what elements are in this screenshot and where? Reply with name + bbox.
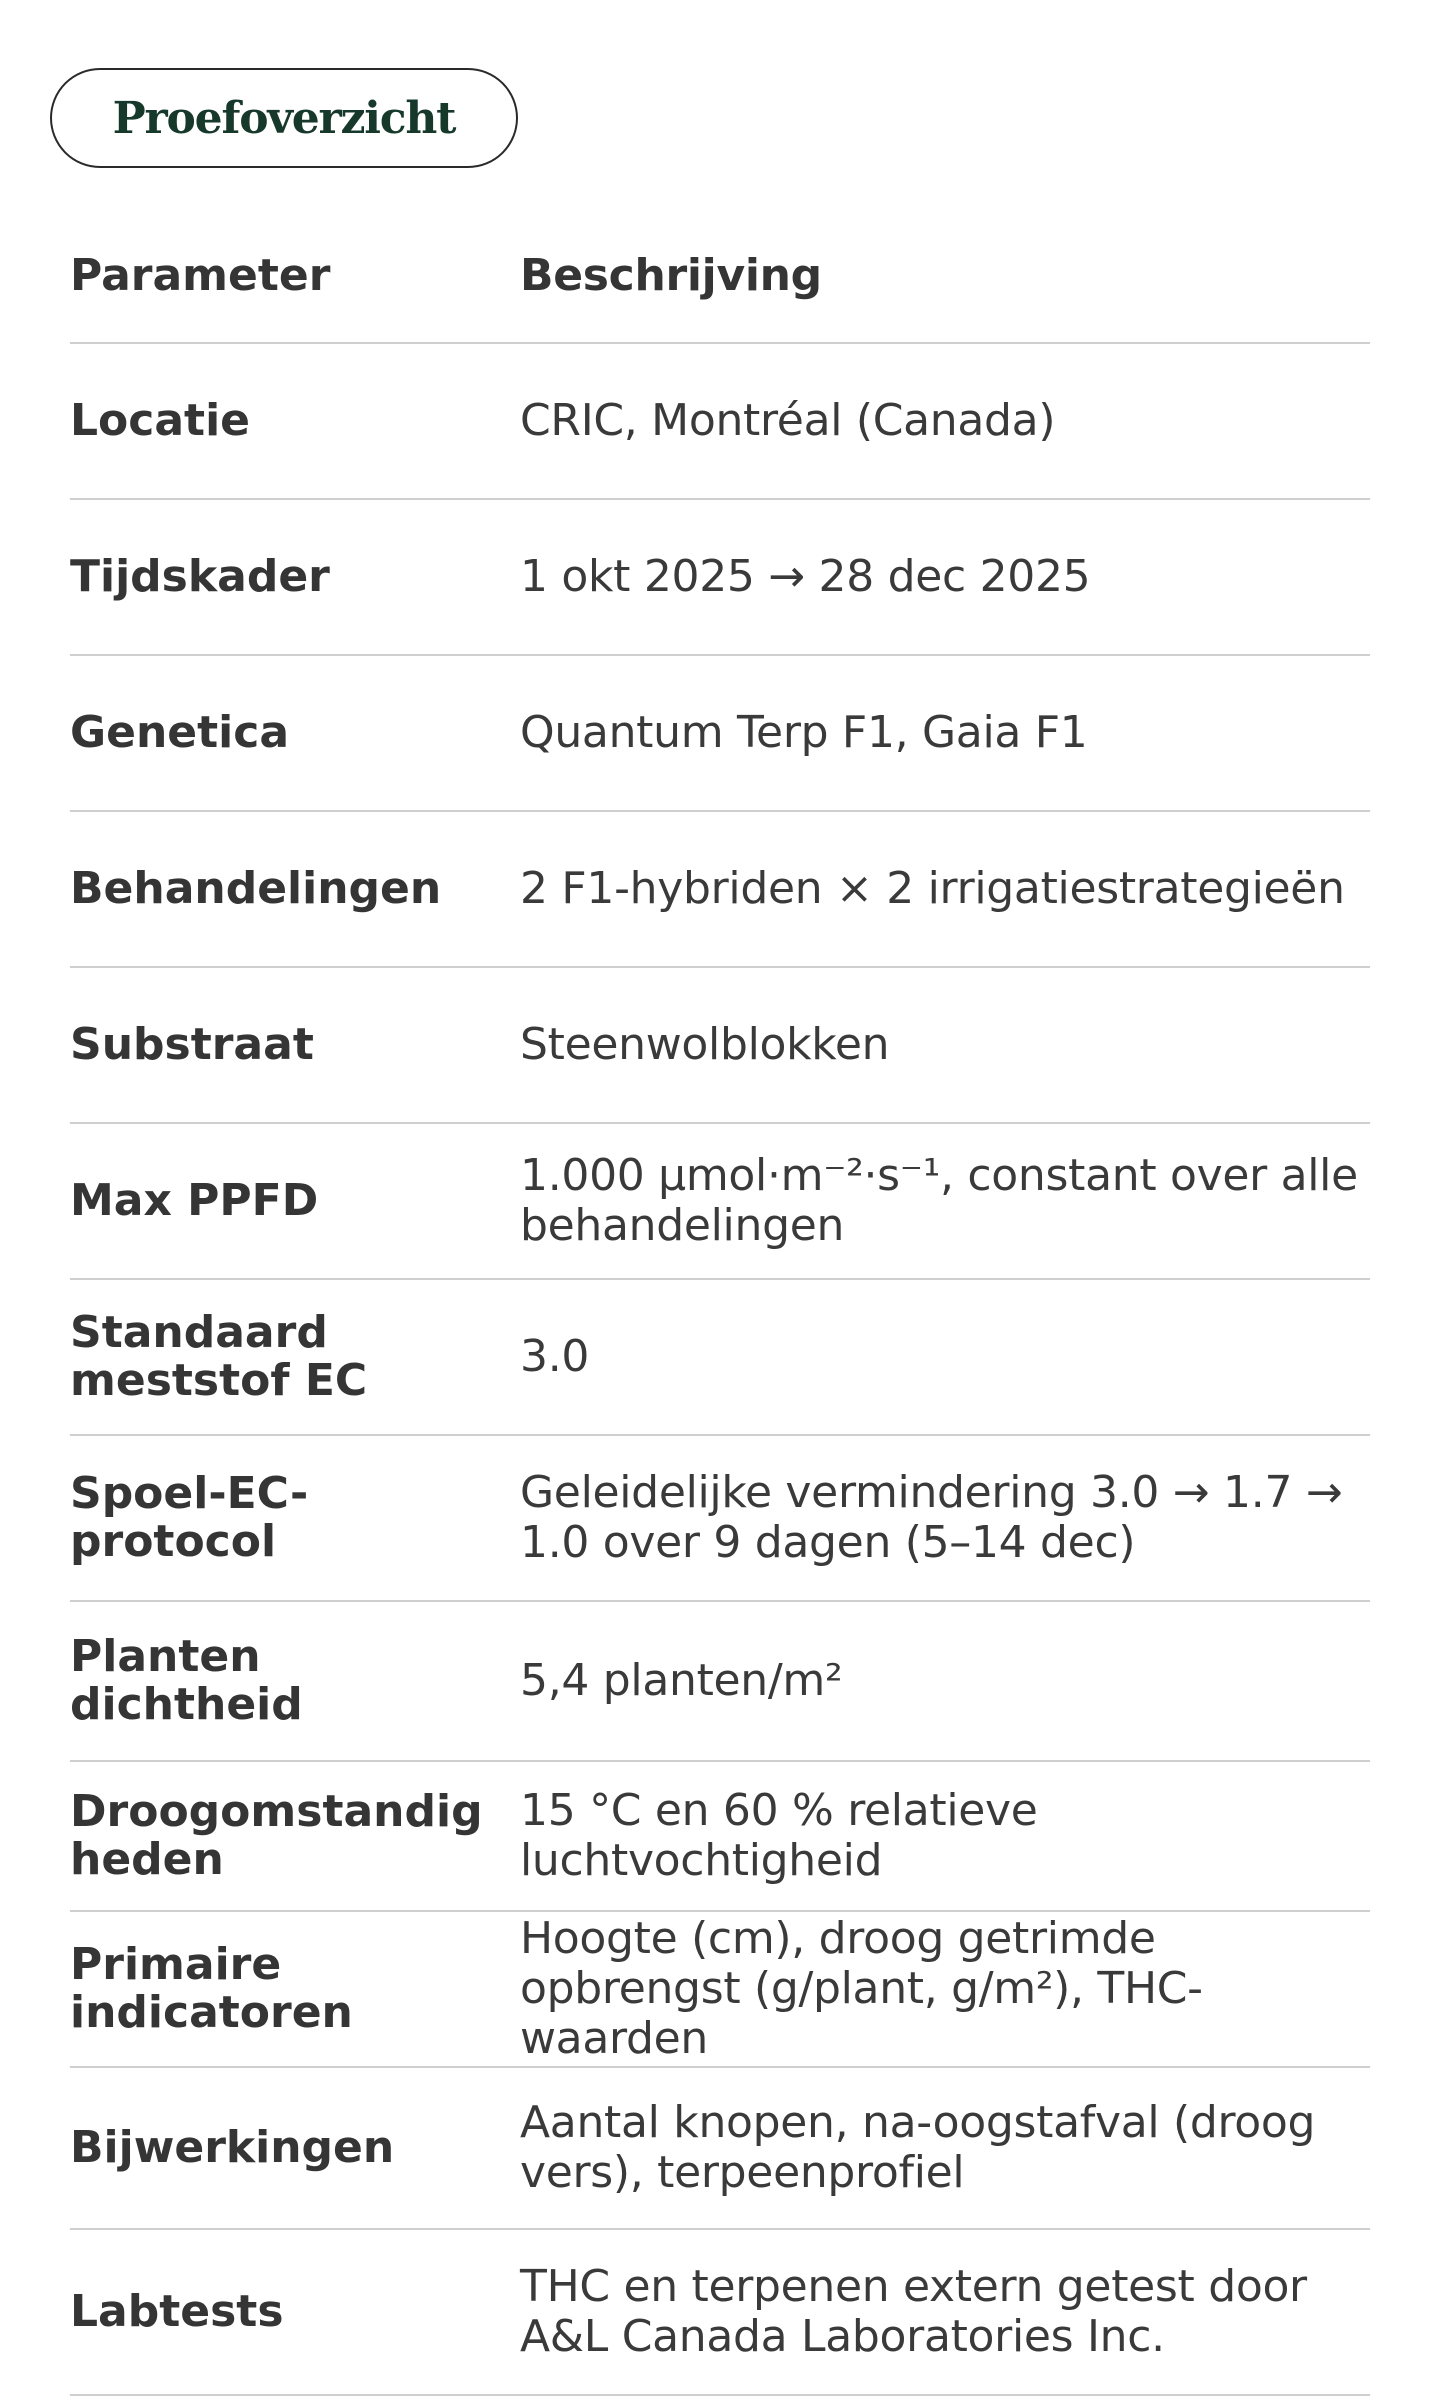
row-parameter: Max PPFD <box>70 1175 319 1226</box>
row-description: Aantal knopen, na-oogstafval (droog vers), terpeenprofiel <box>520 2097 1316 2198</box>
row-parameter: Primaire indicatoren <box>70 1939 353 2038</box>
row-description: 1.000 µmol·m⁻²·s⁻¹, constant over alle behandelingen <box>520 1150 1358 1251</box>
table-header-row <box>70 210 1370 344</box>
row-parameter: Genetica <box>70 707 290 758</box>
row-description: 3.0 <box>520 1331 590 1382</box>
table-row <box>70 812 1370 968</box>
row-parameter: Bijwerkingen <box>70 2122 395 2173</box>
table-row <box>70 500 1370 656</box>
row-description: THC en terpenen extern getest door A&L Canada Laboratories Inc. <box>520 2261 1307 2362</box>
column-header-description: Beschrijving <box>520 250 822 301</box>
row-parameter: Labtests <box>70 2286 284 2337</box>
row-parameter: Substraat <box>70 1019 314 1070</box>
row-description: Steenwolblokken <box>520 1019 890 1070</box>
row-description: 2 F1-hybriden × 2 irrigatiestrategieën <box>520 863 1345 914</box>
page-title: Proefoverzicht <box>50 68 518 168</box>
table-row <box>70 1436 1370 1602</box>
row-description: Hoogte (cm), droog getrimde opbrengst (g/plant, g/m²), THC-waarden <box>520 1913 1203 2064</box>
row-parameter: Planten dichtheid <box>70 1631 303 1730</box>
table-row <box>70 1280 1370 1436</box>
row-description: Geleidelijke vermindering 3.0 → 1.7 → 1.0 over 9 dagen (5–14 dec) <box>520 1467 1343 1568</box>
table-row <box>70 1912 1370 2068</box>
table-row <box>70 1762 1370 1912</box>
row-description: Quantum Terp F1, Gaia F1 <box>520 707 1088 758</box>
table-row <box>70 2230 1370 2396</box>
table-row <box>70 344 1370 500</box>
row-parameter: Behandelingen <box>70 863 442 914</box>
row-description: 5,4 planten/m² <box>520 1655 843 1706</box>
trial-overview-table <box>70 210 1370 2396</box>
table-row <box>70 2068 1370 2230</box>
table-row <box>70 1602 1370 1762</box>
row-parameter: Spoel-EC-protocol <box>70 1468 309 1567</box>
row-description: 15 °C en 60 % relatieve luchtvochtigheid <box>520 1785 1038 1886</box>
table-row <box>70 656 1370 812</box>
table-row <box>70 968 1370 1124</box>
row-parameter: Standaard meststof EC <box>70 1307 368 1406</box>
column-header-parameter: Parameter <box>70 250 331 301</box>
row-description: 1 okt 2025 → 28 dec 2025 <box>520 551 1091 602</box>
row-description: CRIC, Montréal (Canada) <box>520 395 1056 446</box>
row-parameter: Tijdskader <box>70 551 330 602</box>
table-row <box>70 1124 1370 1280</box>
row-parameter: Locatie <box>70 395 250 446</box>
row-parameter: Droogomstandigheden <box>70 1786 483 1885</box>
